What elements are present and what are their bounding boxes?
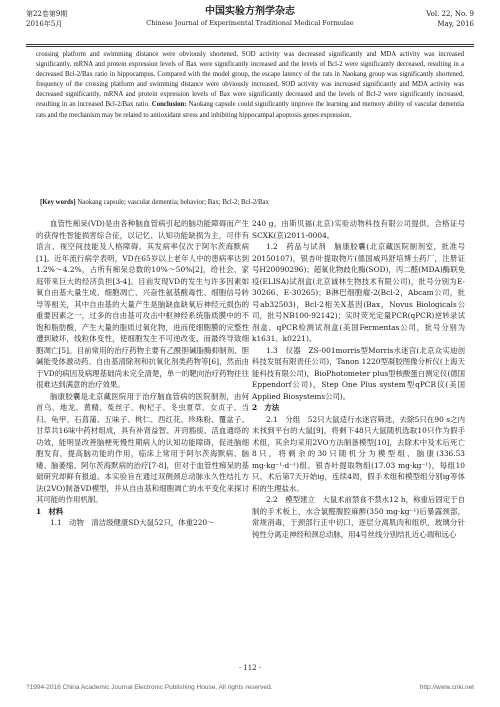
keywords-label: [Key words]	[40, 199, 76, 206]
right-column	[252, 218, 465, 540]
header-rule-thin	[26, 46, 474, 47]
footer-url-link[interactable]: http://www.cnki.net	[419, 684, 474, 691]
subsection-paragraph: 1.1 动物 清洁级健康SD大鼠52只，体重220～	[50, 518, 215, 527]
body-paragraph: 240 g，由斯贝福(北京)实验动物科技有限公司提供，合格证号SCXK(京)2011-0004。	[252, 219, 465, 240]
page-footer	[26, 684, 474, 691]
page-number: · 112 ·	[238, 664, 262, 672]
conclusion-text: Naokang capsule could significantly improve the learning and memory ability of vascular dementia rats and the mechanism may be related to antioxidant stress and inhibiting hippocampal apoptosis genes expression.	[36, 101, 464, 119]
copyright-notice: ?1994-2016 China Academic Journal Electronic Publishing House. All rights reserved.	[26, 684, 273, 691]
date-cn: 2016年5月	[26, 20, 63, 28]
header-right	[426, 9, 474, 29]
volume-cn: 第22卷第9期	[26, 10, 68, 18]
date-en: May, 2016	[437, 20, 474, 28]
section-heading: 1 材料	[36, 506, 64, 516]
running-header	[26, 5, 474, 39]
body-paragraph: 1.3 仪器 ZS-001morris型Morris水迷宫(北京众实迪创科技发展有限责任公司)，Tanon 1220型凝胶图像分析仪(上海天能科技有限公司)，BioPhotometer plus型核酸蛋白测定仪(德国Eppendorf公司)，Step One Plus system型qPCR仪(美国Applied Biosystems公司)。	[252, 345, 465, 401]
body-paragraph: 2.1 分组 52只大鼠适行水迷宫筛选，去除5只在90 s之内未找到平台的大鼠[9]，将剩下48只大鼠随机选取10只作为假手术组，其余均采用2VO方法制备模型[10]，去除术中及术后死亡8只，将剩余的30只随机分为模型组、脑康(336.53 mg·kg⁻¹·d⁻¹)组、银杏叶提取物组(17.03 mg·kg⁻¹)，每组10只。术后第7天开始ig，连续4周，假手术组和模型组分别ig等体积的生理盐水。	[252, 414, 465, 493]
journal-title-en: Chinese Journal of Experimental Traditional Medical Formulae	[146, 19, 354, 27]
keywords-block	[40, 198, 464, 208]
body-paragraph: 2.2 模型建立 大鼠术前禁食不禁水12 h，称重后固定于自制的手术板上，水合氯醛腹腔麻醉(350 mg·kg⁻¹)后暴露颈部，常规消毒，于颈部行正中切口，逐层分离肌肉和组织，玻璃分针钝性分离走神经和颈总动脉，用4号丝线分别结扎近心端和远心	[252, 495, 465, 539]
abstract-text: crossing platform and swimming distance were obviously shortened, SOD activity was decreased significantly and MDA activity was increased significantly, mRNA and protein expression levels of Bax were significantly increased and the levels of Bcl-2 were significantly decreased, resulting in a decreased Bcl-2/Bax ratio in hippocampus. Compared with the model group, the escape latency of the rats in Naokang group was significantly shortened, frequency of the crossing platform and swimming distance were obviously increased, SOD activity was increased significantly and MDA activity was decreased significantly, mRNA and protein expression levels of Bax were significantly decreased and the levels of Bcl-2 were significantly increased, resulting in an increased Bcl-2/Bax ratio.	[36, 51, 464, 109]
left-column	[36, 218, 249, 529]
abstract-block	[36, 50, 464, 121]
body-paragraph: 1.2 药品与试剂 脑康胶囊(北京藏医院制剂室，批准号20150107)，银杏叶提取物片(德国威玛舒培博士药厂，注册证号H20090296)；超氧化物歧化酶(SOD)，丙二醛(MDA)酶联免疫(ELISA)试剂盒(北京诚林生物技术有限公司)，批号分别为E-30266、E-30265)；B淋巴细胞瘤-2(Bcl-2，Abcam公司，批号ab32503)，Bcl-2相关X基因(Bax，Novus Biologicals公司，批号NB100-92142)；实时荧光定量PCR(qPCR)逆转录试剂盒、qPCR检测试剂盒(美国Fermentas公司，批号分别为k1631、k0221)。	[252, 242, 465, 343]
section-heading: 2 方法	[252, 403, 280, 412]
body-paragraph: 血管性痴呆(VD)是由各种脑血管病引起的脑功能障碍而产生的获得性智能损害综合征，以记忆、认知功能缺损为主，可伴有语言、视空间技能及人格障碍。其发病率仅次于阿尔茨海默病[1]。近年流行病学表明，VD在65岁以上老年人中的患病率达到1.2%～4.2%，占所有痴呆总数的10%～50%[2]，给社会、家庭带来巨大的经济负担[3-4]。目前发现VD的发生与许多因素如氧自由基大量生成、细胞凋亡、兴奋性氨基酸毒性、细胞信号转导等相关，其中自由基的大量产生是脑缺血缺氧后神经元损伤的重要因素之一，过多的自由基可攻击中枢神经系统脂质膜中的不饱和脂肪酸，产生大量的脂质过氧化物，进而使细胞膜的完整性遭到破坏，线粒体变性，使细胞发生不可逆改变，而最终导致细胞凋亡[5]。目前常用的治疗药物主要有乙酰胆碱脂酶抑制剂、胆碱能受体激动药、自由基清除剂和抗氧化剂类药物等[6]，然而由于VD的病因及病理基础尚未完全清楚，单一的靶向治疗药物往往很难达到满意的治疗效果。	[36, 219, 249, 389]
header-center	[26, 5, 474, 28]
body-paragraph: 脑康胶囊是北京藏医院用于治疗脑血管病的医院制剂，由何首乌、地龙、黄精、菟丝子、枸杞子、冬虫夏草、女贞子、当归、龟甲、石菖蒲、五味子、桃仁、西红花、珍珠粉、覆盆子、甘草共16味中药材组成，具有补肾益智、开窍豁痰、活血通络的功效，能明显改善脑梗死慢性期病人的认知功能障碍，促进脑细胞发育，提高脑功能的作用，临床上常用于阿尔茨海默病、脑痿、脑萎缩、阿尔茨海默病的治疗[7-8]，但对于血管性痴呆的基础研究却鲜有报道。本实验旨在通过双侧颈总动脉永久性结扎方法(2VO)制备VD模型，并从自由基和细胞凋亡的水平变化来探讨其可能的作用机制。	[36, 391, 249, 504]
header-rule	[26, 44, 474, 45]
journal-title-cn: 中国实验方剂学杂志	[205, 6, 295, 17]
keywords-text: Naokang capsule; vascular dementia; behavior; Bax; Bcl-2; Bcl-2/Bax	[77, 199, 269, 206]
volume-en: Vol. 22, No. 9	[426, 10, 474, 18]
conclusion-label: Conclusion:	[151, 101, 187, 109]
